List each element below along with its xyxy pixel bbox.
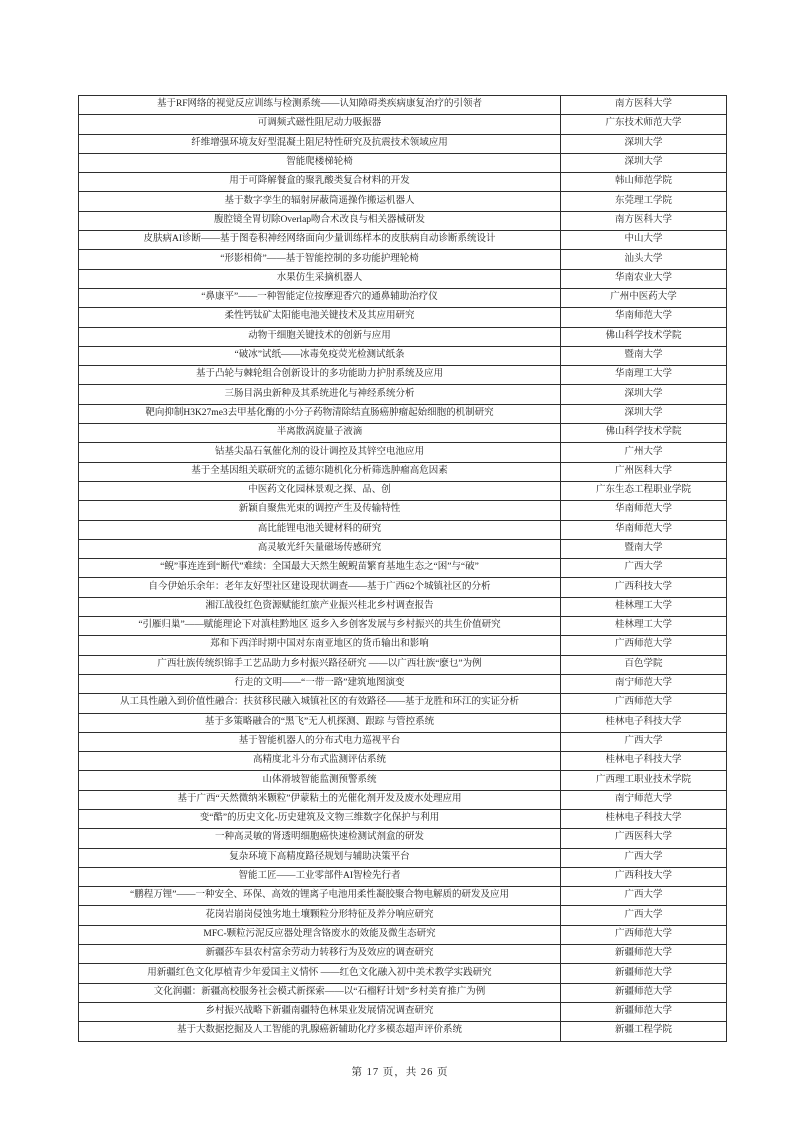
project-title-cell: 新疆莎车县农村富余劳动力转移行为及效应的调查研究 — [79, 945, 561, 964]
university-cell: 广西师范大学 — [561, 925, 727, 944]
project-title-cell: 山体滑坡智能监测预警系统 — [79, 771, 561, 790]
project-title-cell: 基于大数据挖掘及人工智能的乳腺癌新辅助化疗多模态超声评价系统 — [79, 1022, 561, 1041]
table-row — [79, 424, 727, 443]
table-row — [79, 925, 727, 944]
university-cell: 佛山科学技术学院 — [561, 424, 727, 443]
table-row — [79, 674, 727, 693]
university-cell: 华南师范大学 — [561, 308, 727, 327]
table-row — [79, 346, 727, 365]
project-title-cell: 高精度北斗分布式监测评估系统 — [79, 752, 561, 771]
university-cell: 桂林理工大学 — [561, 617, 727, 636]
university-cell: 桂林电子科技大学 — [561, 713, 727, 732]
table-row — [79, 655, 727, 674]
table-row — [79, 945, 727, 964]
university-cell: 南宁师范大学 — [561, 790, 727, 809]
university-cell: 广州医科大学 — [561, 462, 727, 481]
project-title-cell: 三肠目涡虫新种及其系统进化与神经系统分析 — [79, 385, 561, 404]
project-title-cell: 新颖自聚焦光束的调控产生及传输特性 — [79, 501, 561, 520]
project-title-cell: 基于全基因组关联研究的孟德尔随机化分析筛选肿瘤高危因素 — [79, 462, 561, 481]
university-cell: 华南理工大学 — [561, 366, 727, 385]
university-cell: 深圳大学 — [561, 385, 727, 404]
table-row — [79, 983, 727, 1002]
project-title-cell: 皮肤病AI诊断——基于图卷积神经网络面向少量训练样本的皮肤病自动诊断系统设计 — [79, 231, 561, 250]
project-title-cell: MFC-颗粒污泥反应器处理含铬废水的效能及微生态研究 — [79, 925, 561, 944]
project-title-cell: 高比能锂电池关键材料的研究 — [79, 520, 561, 539]
project-title-cell: “引雁归巢”——赋能理论下对滇桂黔地区 返乡入乡创客发展与乡村振兴的共生价值研究 — [79, 617, 561, 636]
university-cell: 广西科技大学 — [561, 578, 727, 597]
university-cell: 广西理工职业技术学院 — [561, 771, 727, 790]
table-row — [79, 771, 727, 790]
project-title-cell: 郑和下西洋时期中国对东南亚地区的货币输出和影响 — [79, 636, 561, 655]
project-title-cell: 基于广西“天然微纳米颗粒”伊蒙粘土的光催化剂开发及废水处理应用 — [79, 790, 561, 809]
table-row — [79, 115, 727, 134]
projects-table-body — [79, 96, 727, 1042]
university-cell: 南宁师范大学 — [561, 674, 727, 693]
project-title-cell: 纤维增强环境友好型混凝土阻尼特性研究及抗震技术领域应用 — [79, 134, 561, 153]
table-row — [79, 809, 727, 828]
project-title-cell: 智能工匠——工业零部件AI智检先行者 — [79, 867, 561, 886]
university-cell: 新疆工程学院 — [561, 1022, 727, 1041]
university-cell: 深圳大学 — [561, 153, 727, 172]
university-cell: 深圳大学 — [561, 134, 727, 153]
projects-table — [78, 95, 727, 1042]
table-row — [79, 269, 727, 288]
university-cell: 广州中医药大学 — [561, 288, 727, 307]
table-row — [79, 597, 727, 616]
university-cell: 中山大学 — [561, 231, 727, 250]
table-row — [79, 1002, 727, 1021]
table-row — [79, 752, 727, 771]
project-title-cell: 用于可降解餐盒的聚乳酸类复合材料的开发 — [79, 173, 561, 192]
university-cell: 百色学院 — [561, 655, 727, 674]
university-cell: 广西师范大学 — [561, 636, 727, 655]
project-title-cell: 水果仿生采摘机器人 — [79, 269, 561, 288]
university-cell: 韩山师范学院 — [561, 173, 727, 192]
table-row — [79, 481, 727, 500]
project-title-cell: 可调频式磁性阻尼动力吸振器 — [79, 115, 561, 134]
table-row — [79, 366, 727, 385]
project-title-cell: 中医药文化园林景观之探、品、创 — [79, 481, 561, 500]
project-title-cell: 花岗岩崩岗侵蚀劣地土壤颗粒分形特征及养分响应研究 — [79, 906, 561, 925]
table-row — [79, 559, 727, 578]
table-row — [79, 790, 727, 809]
table-row — [79, 173, 727, 192]
university-cell: 佛山科学技术学院 — [561, 327, 727, 346]
university-cell: 东莞理工学院 — [561, 192, 727, 211]
table-row — [79, 829, 727, 848]
project-title-cell: 从工具性融入到价值性融合：扶贫移民融入城镇社区的有效路径——基于龙胜和环江的实证分析 — [79, 694, 561, 713]
project-title-cell: 高灵敏光纤矢量磁场传感研究 — [79, 539, 561, 558]
project-title-cell: 智能爬楼梯轮椅 — [79, 153, 561, 172]
project-title-cell: 腹腔镜全胃切除Overlap吻合术改良与相关器械研发 — [79, 211, 561, 230]
university-cell: 新疆师范大学 — [561, 983, 727, 1002]
table-row — [79, 308, 727, 327]
project-title-cell: 基于数字孪生的辐射屏蔽筒遥操作搬运机器人 — [79, 192, 561, 211]
project-title-cell: “破冰”试纸——冰毒免疫荧光检测试纸条 — [79, 346, 561, 365]
university-cell: 广西科技大学 — [561, 867, 727, 886]
university-cell: 桂林电子科技大学 — [561, 809, 727, 828]
table-row — [79, 578, 727, 597]
project-title-cell: 半离散涡旋量子液滴 — [79, 424, 561, 443]
university-cell: 广西大学 — [561, 906, 727, 925]
project-title-cell: “鲵”事连连到“断代”难续：全国最大天然生鲵鲵苗繁育基地生态之“困”与“破” — [79, 559, 561, 578]
project-title-cell: 广西壮族传统织锦手工艺品助力乡村振兴路径研究 ——以广西壮族“麽乜”为例 — [79, 655, 561, 674]
project-title-cell: 文化润疆：新疆高校服务社会模式新探索——以“石榴籽计划”乡村美育推广为例 — [79, 983, 561, 1002]
university-cell: 南方医科大学 — [561, 211, 727, 230]
project-title-cell: 基于凸轮与棘轮组合创新设计的多功能助力护肘系统及应用 — [79, 366, 561, 385]
university-cell: 广东技术师范大学 — [561, 115, 727, 134]
table-row — [79, 192, 727, 211]
table-row — [79, 636, 727, 655]
university-cell: 广州大学 — [561, 443, 727, 462]
project-title-cell: 复杂环境下高精度路径规划与辅助决策平台 — [79, 848, 561, 867]
university-cell: 广西医科大学 — [561, 829, 727, 848]
project-title-cell: 用新疆红色文化厚植青少年爱国主义情怀 ——红色文化融入初中美术教学实践研究 — [79, 964, 561, 983]
table-row — [79, 250, 727, 269]
table-row — [79, 520, 727, 539]
university-cell: 汕头大学 — [561, 250, 727, 269]
table-row — [79, 539, 727, 558]
table-row — [79, 211, 727, 230]
project-title-cell: “形影相倚”——基于智能控制的多功能护理轮椅 — [79, 250, 561, 269]
university-cell: 广东生态工程职业学院 — [561, 481, 727, 500]
table-row — [79, 732, 727, 751]
table-row — [79, 501, 727, 520]
project-title-cell: 靶向抑制H3K27me3去甲基化酶的小分子药物清除结直肠癌肿瘤起始细胞的机制研究 — [79, 404, 561, 423]
project-title-cell: 基于多策略融合的“黑飞”无人机探测、跟踪 与管控系统 — [79, 713, 561, 732]
project-title-cell: 乡村振兴战略下新疆南疆特色林果业发展情况调查研究 — [79, 1002, 561, 1021]
table-row — [79, 134, 727, 153]
table-row — [79, 906, 727, 925]
project-title-cell: “鼻康平”——一种智能定位按摩迎香穴的通鼻辅助治疗仪 — [79, 288, 561, 307]
table-row — [79, 964, 727, 983]
table-row — [79, 887, 727, 906]
university-cell: 新疆师范大学 — [561, 1002, 727, 1021]
university-cell: 广西大学 — [561, 732, 727, 751]
table-row — [79, 462, 727, 481]
table-row — [79, 153, 727, 172]
table-row — [79, 713, 727, 732]
university-cell: 深圳大学 — [561, 404, 727, 423]
project-title-cell: 湘江战役红色资源赋能红旅产业振兴桂北乡村调查报告 — [79, 597, 561, 616]
table-row — [79, 617, 727, 636]
university-cell: 广西大学 — [561, 848, 727, 867]
project-title-cell: 变“酷”的历史文化-历史建筑及文物三维数字化保护与利用 — [79, 809, 561, 828]
project-title-cell: 钴基尖晶石氧催化剂的设计调控及其锌空电池应用 — [79, 443, 561, 462]
university-cell: 广西师范大学 — [561, 694, 727, 713]
university-cell: 桂林理工大学 — [561, 597, 727, 616]
table-row — [79, 96, 727, 115]
table-row — [79, 404, 727, 423]
table-row — [79, 867, 727, 886]
table-row — [79, 327, 727, 346]
university-cell: 华南师范大学 — [561, 501, 727, 520]
university-cell: 广西大学 — [561, 559, 727, 578]
university-cell: 新疆师范大学 — [561, 964, 727, 983]
table-row — [79, 385, 727, 404]
table-row — [79, 231, 727, 250]
university-cell: 暨南大学 — [561, 346, 727, 365]
project-title-cell: 行走的文明——“一带一路”建筑地图演变 — [79, 674, 561, 693]
table-row — [79, 694, 727, 713]
table-row — [79, 288, 727, 307]
university-cell: 桂林电子科技大学 — [561, 752, 727, 771]
table-row — [79, 848, 727, 867]
university-cell: 华南师范大学 — [561, 520, 727, 539]
project-title-cell: 一种高灵敏的肾透明细胞癌快速检测试剂盒的研发 — [79, 829, 561, 848]
page-number-footer: 第 17 页，共 26 页 — [351, 1067, 449, 1078]
table-row — [79, 443, 727, 462]
table-row — [79, 1022, 727, 1041]
project-title-cell: “鹏程万锂”——一种安全、环保、高效的锂离子电池用柔性凝胶聚合物电解质的研发及应用 — [79, 887, 561, 906]
project-title-cell: 动物干细胞关键技术的创新与应用 — [79, 327, 561, 346]
university-cell: 华南农业大学 — [561, 269, 727, 288]
university-cell: 暨南大学 — [561, 539, 727, 558]
project-title-cell: 基于智能机器人的分布式电力巡视平台 — [79, 732, 561, 751]
project-title-cell: 自今伊始乐余年：老年友好型社区建设现状调查——基于广西62个城镇社区的分析 — [79, 578, 561, 597]
university-cell: 南方医科大学 — [561, 96, 727, 115]
project-title-cell: 柔性钙钛矿太阳能电池关键技术及其应用研究 — [79, 308, 561, 327]
university-cell: 新疆师范大学 — [561, 945, 727, 964]
university-cell: 广西大学 — [561, 887, 727, 906]
project-title-cell: 基于RF网络的视觉反应训练与检测系统——认知障碍类疾病康复治疗的引领者 — [79, 96, 561, 115]
